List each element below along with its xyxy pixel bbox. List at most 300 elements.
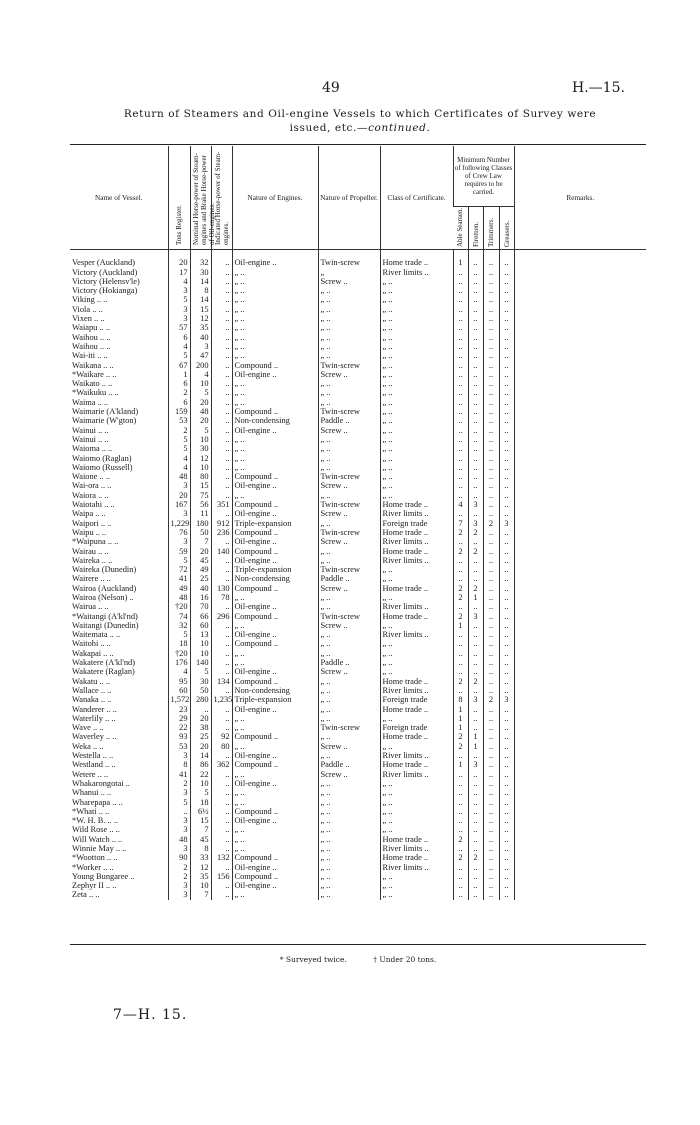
engine-type: Oil-engine .. xyxy=(232,481,318,490)
certificate-class: River limits .. xyxy=(380,686,453,695)
greasers: .. xyxy=(499,388,514,397)
tons: 6 xyxy=(168,333,190,342)
firemen: .. xyxy=(468,621,483,630)
indicated-hp: .. xyxy=(211,435,232,444)
vessel-name: Vixen .. .. xyxy=(72,314,105,324)
firemen: .. xyxy=(468,667,483,676)
firemen: 2 xyxy=(468,547,483,556)
vessel-name: Westland .. .. xyxy=(72,760,116,770)
engine-type: Non-condensing xyxy=(232,416,318,425)
vessel-name: *Wootton .. .. xyxy=(72,853,118,863)
firemen: .. xyxy=(468,639,483,648)
trimmers: .. xyxy=(483,286,499,295)
col-indicated-label: Indicated Horse-power of Steam-engines. xyxy=(213,151,230,245)
vessel-name: *Whati .. .. xyxy=(72,806,110,816)
indicated-hp: .. xyxy=(211,649,232,658)
table-row xyxy=(70,463,646,472)
indicated-hp: .. xyxy=(211,779,232,788)
remarks xyxy=(514,258,646,267)
certificate-class: „ .. xyxy=(380,398,453,407)
vessel-name: Waihou .. .. xyxy=(72,332,111,342)
trimmers: .. xyxy=(483,798,499,807)
trimmers: .. xyxy=(483,639,499,648)
certificate-class: River limits .. xyxy=(380,863,453,872)
vessel-name: Waireka (Dunedin) xyxy=(72,565,137,575)
remarks xyxy=(514,444,646,453)
remarks xyxy=(514,658,646,667)
greasers: .. xyxy=(499,584,514,593)
engine-type: Oil-engine .. xyxy=(232,537,318,546)
able-seamen: .. xyxy=(453,342,468,351)
indicated-hp: .. xyxy=(211,658,232,667)
remarks xyxy=(514,798,646,807)
table-row xyxy=(70,844,646,853)
tons: 159 xyxy=(168,407,190,416)
propeller: „ .. xyxy=(318,556,380,565)
able-seamen: .. xyxy=(453,667,468,676)
remarks xyxy=(514,472,646,481)
certificate-class: „ .. xyxy=(380,816,453,825)
propeller: Paddle .. xyxy=(318,658,380,667)
remarks xyxy=(514,277,646,286)
col-propeller: Nature of Propeller. xyxy=(318,146,380,250)
firemen: .. xyxy=(468,816,483,825)
col-remarks: Remarks. xyxy=(514,146,646,250)
table-row xyxy=(70,416,646,425)
certificate-class: „ .. xyxy=(380,872,453,881)
indicated-hp: .. xyxy=(211,714,232,723)
engine-type: „ .. xyxy=(232,342,318,351)
remarks xyxy=(514,863,646,872)
trimmers: .. xyxy=(483,472,499,481)
table-row xyxy=(70,351,646,360)
vessel-name: Waitangi (Dunedin) xyxy=(72,620,139,630)
vessel-name: Waimarie (A'kland) xyxy=(72,407,139,417)
nominal-hp: 20 xyxy=(190,547,211,556)
able-seamen: .. xyxy=(453,751,468,760)
indicated-hp: 236 xyxy=(211,528,232,537)
propeller: „ .. xyxy=(318,593,380,602)
engine-type: Oil-engine .. xyxy=(232,509,318,518)
remarks xyxy=(514,695,646,704)
table-row xyxy=(70,407,646,416)
indicated-hp: .. xyxy=(211,863,232,872)
certificate-class: River limits .. xyxy=(380,770,453,779)
vessel-name: Waipa .. .. xyxy=(72,509,106,519)
trimmers: .. xyxy=(483,361,499,370)
firemen: .. xyxy=(468,751,483,760)
certificate-class: Home trade .. xyxy=(380,853,453,862)
engine-type: Compound .. xyxy=(232,807,318,816)
nominal-hp: 33 xyxy=(190,853,211,862)
propeller: „ .. xyxy=(318,305,380,314)
propeller: Twin-screw xyxy=(318,528,380,537)
indicated-hp: 80 xyxy=(211,742,232,751)
tons: 23 xyxy=(168,705,190,714)
firemen: .. xyxy=(468,295,483,304)
propeller: Twin-screw xyxy=(318,472,380,481)
greasers: .. xyxy=(499,277,514,286)
engine-type: Compound .. xyxy=(232,361,318,370)
nominal-hp: 20 xyxy=(190,416,211,425)
indicated-hp: .. xyxy=(211,286,232,295)
col-name: Name of Vessel. xyxy=(70,146,168,250)
vessel-name: Waiapu .. .. xyxy=(72,323,110,333)
indicated-hp: .. xyxy=(211,751,232,760)
certificate-class: „ .. xyxy=(380,621,453,630)
firemen: .. xyxy=(468,770,483,779)
col-firemen xyxy=(468,207,483,250)
propeller: „ .. xyxy=(318,825,380,834)
firemen: .. xyxy=(468,649,483,658)
tons: 6 xyxy=(168,379,190,388)
propeller: Screw .. xyxy=(318,770,380,779)
trimmers: .. xyxy=(483,295,499,304)
tons: 59 xyxy=(168,547,190,556)
certificate-class: „ .. xyxy=(380,314,453,323)
able-seamen: .. xyxy=(453,314,468,323)
firemen: .. xyxy=(468,723,483,732)
able-seamen: 2 xyxy=(453,732,468,741)
greasers: .. xyxy=(499,426,514,435)
vessel-name: Waiotahi .. .. xyxy=(72,500,115,510)
engine-type: Compound .. xyxy=(232,472,318,481)
certificate-class: Home trade .. xyxy=(380,612,453,621)
engine-type: Compound .. xyxy=(232,547,318,556)
indicated-hp: .. xyxy=(211,723,232,732)
able-seamen: .. xyxy=(453,565,468,574)
able-seamen: 2 xyxy=(453,612,468,621)
firemen: 3 xyxy=(468,760,483,769)
firemen: .. xyxy=(468,556,483,565)
firemen: .. xyxy=(468,286,483,295)
able-seamen: .. xyxy=(453,444,468,453)
able-seamen: 2 xyxy=(453,584,468,593)
tons: 48 xyxy=(168,593,190,602)
tons: †20 xyxy=(168,602,190,611)
trimmers: .. xyxy=(483,612,499,621)
nominal-hp: 3 xyxy=(190,342,211,351)
nominal-hp: 20 xyxy=(190,742,211,751)
propeller: Paddle .. xyxy=(318,760,380,769)
indicated-hp: 351 xyxy=(211,500,232,509)
able-seamen: .. xyxy=(453,825,468,834)
firemen: .. xyxy=(468,602,483,611)
certificate-class: „ .. xyxy=(380,825,453,834)
vessel-name: Zeta .. .. xyxy=(72,890,100,900)
greasers: .. xyxy=(499,258,514,267)
table-row xyxy=(70,872,646,881)
trimmers: .. xyxy=(483,723,499,732)
table-row xyxy=(70,751,646,760)
able-seamen: .. xyxy=(453,407,468,416)
trimmers: .. xyxy=(483,481,499,490)
propeller: „ .. xyxy=(318,779,380,788)
engine-type: „ .. xyxy=(232,649,318,658)
greasers: .. xyxy=(499,268,514,277)
tons: 3 xyxy=(168,314,190,323)
certificate-class: „ .. xyxy=(380,323,453,332)
nominal-hp: 16 xyxy=(190,593,211,602)
remarks xyxy=(514,491,646,500)
trimmers: .. xyxy=(483,593,499,602)
engine-type: „ .. xyxy=(232,305,318,314)
vessel-name: Wakatere (A'kl'nd) xyxy=(72,658,136,668)
trimmers: .. xyxy=(483,509,499,518)
nominal-hp: 10 xyxy=(190,435,211,444)
greasers: .. xyxy=(499,621,514,630)
firemen: .. xyxy=(468,388,483,397)
vessel-name: Wharepapa .. .. xyxy=(72,797,123,807)
tons: 3 xyxy=(168,286,190,295)
engine-type: Compound .. xyxy=(232,639,318,648)
indicated-hp: .. xyxy=(211,835,232,844)
certificate-class: „ .. xyxy=(380,742,453,751)
tons: 4 xyxy=(168,667,190,676)
propeller: Twin-screw xyxy=(318,612,380,621)
greasers: .. xyxy=(499,370,514,379)
remarks xyxy=(514,565,646,574)
vessel-name: Waipu .. .. xyxy=(72,527,107,537)
engine-type: Compound .. xyxy=(232,677,318,686)
tons: 1 xyxy=(168,370,190,379)
firemen: 1 xyxy=(468,742,483,751)
engine-type: Oil-engine .. xyxy=(232,779,318,788)
remarks xyxy=(514,686,646,695)
vessel-name: Wairau .. .. xyxy=(72,546,109,556)
vessel-name: Waiora .. .. xyxy=(72,490,109,500)
tons: 90 xyxy=(168,853,190,862)
vessel-name: Vesper (Auckland) xyxy=(72,258,136,268)
certificate-class: River limits .. xyxy=(380,751,453,760)
certificate-class: Home trade .. xyxy=(380,760,453,769)
firemen: 3 xyxy=(468,695,483,704)
nominal-hp: 5 xyxy=(190,388,211,397)
able-seamen: 4 xyxy=(453,500,468,509)
propeller: Twin-screw xyxy=(318,500,380,509)
greasers: .. xyxy=(499,547,514,556)
trimmers: .. xyxy=(483,463,499,472)
table-bottom-rule xyxy=(70,944,646,945)
able-seamen: .. xyxy=(453,509,468,518)
remarks xyxy=(514,788,646,797)
trimmers: .. xyxy=(483,621,499,630)
propeller: „ .. xyxy=(318,342,380,351)
trimmers: .. xyxy=(483,602,499,611)
indicated-hp: .. xyxy=(211,454,232,463)
tons: 2 xyxy=(168,388,190,397)
firemen: .. xyxy=(468,342,483,351)
firemen: .. xyxy=(468,407,483,416)
table-row xyxy=(70,509,646,518)
tons: 67 xyxy=(168,361,190,370)
engine-type: „ .. xyxy=(232,658,318,667)
remarks xyxy=(514,286,646,295)
engine-type: Non-condensing xyxy=(232,574,318,583)
remarks xyxy=(514,723,646,732)
indicated-hp: .. xyxy=(211,388,232,397)
engine-type: „ .. xyxy=(232,770,318,779)
engine-type: „ .. xyxy=(232,286,318,295)
tons: 3 xyxy=(168,537,190,546)
propeller: „ .. xyxy=(318,649,380,658)
indicated-hp: .. xyxy=(211,537,232,546)
firemen: 2 xyxy=(468,584,483,593)
engine-type: „ .. xyxy=(232,788,318,797)
nominal-hp: 12 xyxy=(190,314,211,323)
nominal-hp: 10 xyxy=(190,463,211,472)
remarks xyxy=(514,519,646,528)
vessel-name: Wairoa (Auckland) xyxy=(72,583,137,593)
propeller: „ xyxy=(318,268,380,277)
table-row xyxy=(70,714,646,723)
nominal-hp: 180 xyxy=(190,519,211,528)
engine-type: Oil-engine .. xyxy=(232,370,318,379)
indicated-hp: .. xyxy=(211,305,232,314)
nominal-hp: 280 xyxy=(190,695,211,704)
table-row xyxy=(70,398,646,407)
able-seamen: .. xyxy=(453,416,468,425)
firemen: .. xyxy=(468,472,483,481)
able-seamen: 1 xyxy=(453,714,468,723)
engine-type: Compound .. xyxy=(232,528,318,537)
document-reference: H.—15. xyxy=(572,80,625,96)
table-row xyxy=(70,593,646,602)
trimmers: .. xyxy=(483,351,499,360)
table-row xyxy=(70,816,646,825)
firemen: .. xyxy=(468,333,483,342)
table-row xyxy=(70,649,646,658)
trimmers: .. xyxy=(483,890,499,899)
remarks xyxy=(514,890,646,899)
trimmers: .. xyxy=(483,751,499,760)
indicated-hp: .. xyxy=(211,705,232,714)
vessel-name: Waverley .. .. xyxy=(72,732,117,742)
propeller: „ .. xyxy=(318,807,380,816)
remarks xyxy=(514,528,646,537)
col-able-label: Able Seamen. xyxy=(456,207,465,247)
indicated-hp: 912 xyxy=(211,519,232,528)
table-row xyxy=(70,491,646,500)
firemen: .. xyxy=(468,658,483,667)
table-row xyxy=(70,258,646,267)
tons: 53 xyxy=(168,742,190,751)
tons: 93 xyxy=(168,732,190,741)
certificate-class: „ .. xyxy=(380,286,453,295)
trimmers: .. xyxy=(483,528,499,537)
remarks xyxy=(514,398,646,407)
propeller: Screw .. xyxy=(318,584,380,593)
firemen: .. xyxy=(468,686,483,695)
firemen: .. xyxy=(468,444,483,453)
firemen: .. xyxy=(468,714,483,723)
nominal-hp: 14 xyxy=(190,277,211,286)
vessel-name: Victory (Hokianga) xyxy=(72,286,138,296)
certificate-class: „ .. xyxy=(380,788,453,797)
col-engines: Nature of Engines. xyxy=(232,146,318,250)
greasers: .. xyxy=(499,788,514,797)
indicated-hp: .. xyxy=(211,816,232,825)
nominal-hp: 6½ xyxy=(190,807,211,816)
indicated-hp: 140 xyxy=(211,547,232,556)
certificate-class: „ .. xyxy=(380,565,453,574)
remarks xyxy=(514,361,646,370)
trimmers: .. xyxy=(483,426,499,435)
nominal-hp: 49 xyxy=(190,565,211,574)
propeller: „ .. xyxy=(318,686,380,695)
greasers: .. xyxy=(499,872,514,881)
propeller: „ .. xyxy=(318,286,380,295)
greasers: .. xyxy=(499,853,514,862)
nominal-hp: 15 xyxy=(190,305,211,314)
vessel-name: Wakatu .. .. xyxy=(72,676,110,686)
greasers: .. xyxy=(499,481,514,490)
tons: †20 xyxy=(168,649,190,658)
greasers: .. xyxy=(499,463,514,472)
greasers: .. xyxy=(499,760,514,769)
tons: 20 xyxy=(168,491,190,500)
nominal-hp: 45 xyxy=(190,556,211,565)
indicated-hp: .. xyxy=(211,426,232,435)
vessel-name: Wetere .. .. xyxy=(72,769,109,779)
greasers: .. xyxy=(499,565,514,574)
vessel-table xyxy=(70,146,646,900)
greasers: .. xyxy=(499,444,514,453)
able-seamen: .. xyxy=(453,351,468,360)
firemen: .. xyxy=(468,277,483,286)
remarks xyxy=(514,305,646,314)
remarks xyxy=(514,667,646,676)
nominal-hp: 15 xyxy=(190,481,211,490)
engine-type: „ .. xyxy=(232,798,318,807)
nominal-hp: 4 xyxy=(190,370,211,379)
indicated-hp: .. xyxy=(211,881,232,890)
remarks xyxy=(514,872,646,881)
propeller: „ .. xyxy=(318,351,380,360)
greasers: .. xyxy=(499,407,514,416)
tons: 3 xyxy=(168,825,190,834)
indicated-hp: .. xyxy=(211,556,232,565)
engine-type: „ .. xyxy=(232,454,318,463)
engine-type: „ .. xyxy=(232,723,318,732)
nominal-hp: 38 xyxy=(190,723,211,732)
table-row xyxy=(70,565,646,574)
greasers: .. xyxy=(499,435,514,444)
propeller: „ .. xyxy=(318,751,380,760)
trimmers: .. xyxy=(483,407,499,416)
engine-type: „ .. xyxy=(232,593,318,602)
nominal-hp: 12 xyxy=(190,454,211,463)
propeller: „ .. xyxy=(318,388,380,397)
propeller: „ .. xyxy=(318,323,380,332)
remarks xyxy=(514,881,646,890)
nominal-hp: 140 xyxy=(190,658,211,667)
tons: 5 xyxy=(168,435,190,444)
vessel-name: *Waipuna .. .. xyxy=(72,537,119,547)
indicated-hp: .. xyxy=(211,379,232,388)
certificate-class: „ .. xyxy=(380,890,453,899)
vessel-name: *Waikare .. .. xyxy=(72,369,117,379)
greasers: 3 xyxy=(499,519,514,528)
able-seamen: 2 xyxy=(453,677,468,686)
table-top-rule xyxy=(70,144,646,145)
propeller: „ .. xyxy=(318,435,380,444)
indicated-hp: .. xyxy=(211,351,232,360)
able-seamen: 2 xyxy=(453,528,468,537)
remarks xyxy=(514,853,646,862)
engine-type: „ .. xyxy=(232,714,318,723)
engine-type: Triple-expansion xyxy=(232,519,318,528)
